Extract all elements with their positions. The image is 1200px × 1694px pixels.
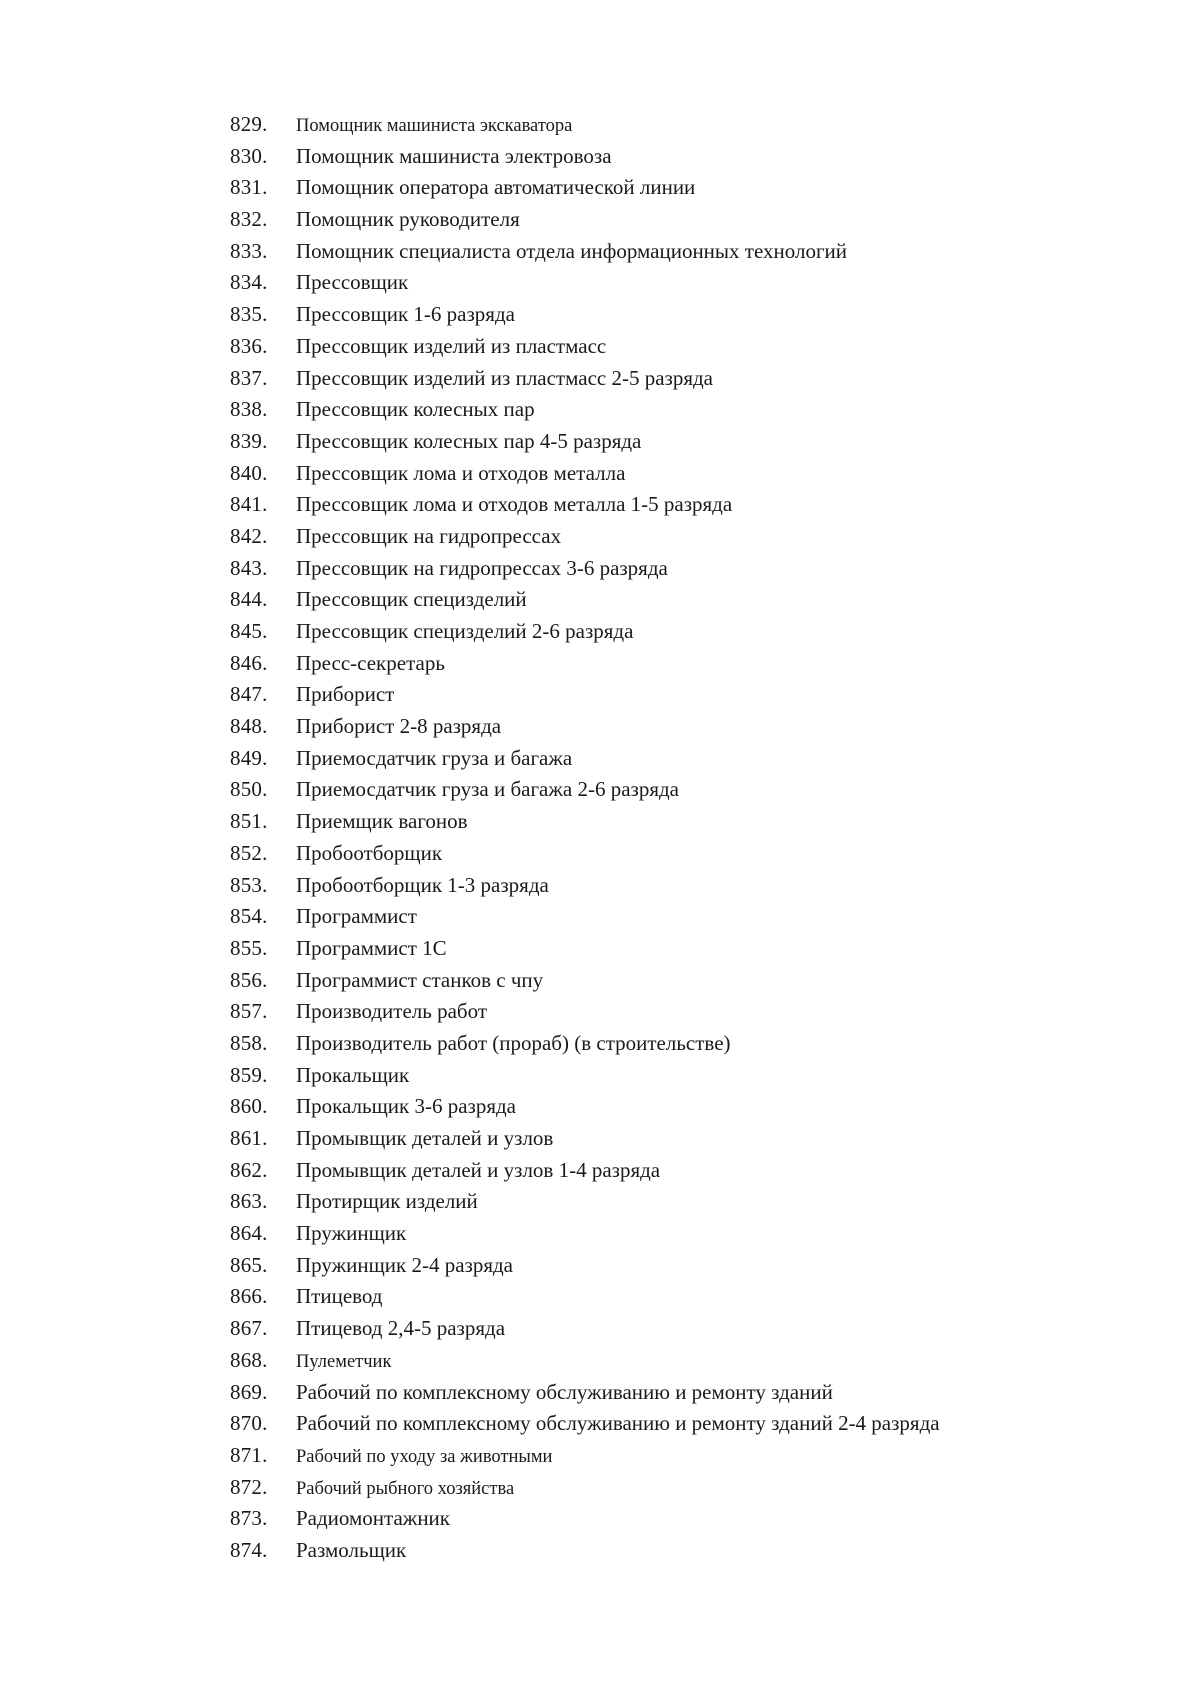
item-text: Пулеметчик <box>296 1351 392 1372</box>
item-number: 837. <box>230 365 268 390</box>
list-item <box>230 714 940 746</box>
item-text: Приборист <box>296 682 395 707</box>
item-text: Помощник руководителя <box>296 207 520 232</box>
list-item <box>230 112 940 144</box>
item-number: 866. <box>230 1284 268 1309</box>
item-text: Промывщик деталей и узлов <box>296 1126 554 1150</box>
list-item <box>230 1158 940 1190</box>
item-text: Птицевод 2,4-5 разряда <box>296 1316 506 1341</box>
item-text: Помощник машиниста электровоза <box>296 143 612 168</box>
item-text: Прессовщик специзделий 2-6 разряда <box>296 619 634 643</box>
item-text: Приемосдатчик груза и багажа 2-6 разряда <box>296 777 679 802</box>
item-text: Прокальщик <box>296 1062 410 1087</box>
list-item <box>230 144 940 176</box>
item-text: Пружинщик 2-4 разряда <box>296 1252 513 1277</box>
item-text: Приемщик вагонов <box>296 809 468 834</box>
item-number: 865. <box>230 1252 268 1277</box>
item-text: Прессовщик лома и отходов металла <box>296 460 626 485</box>
item-text: Помощник оператора автоматической линии <box>296 175 696 200</box>
list-item <box>230 1411 940 1443</box>
item-text: Пресс-секретарь <box>296 650 445 675</box>
item-number: 855. <box>230 935 268 960</box>
item-number: 864. <box>230 1221 268 1246</box>
item-number: 844. <box>230 587 268 612</box>
item-number: 854. <box>230 904 268 929</box>
item-text: Рабочий по уходу за животными <box>296 1446 553 1467</box>
list-item <box>230 841 940 873</box>
list-item <box>230 1475 940 1507</box>
list-item <box>230 968 940 1000</box>
list-item <box>230 1380 940 1412</box>
list-item <box>230 873 940 905</box>
list-item <box>230 1221 940 1253</box>
item-number: 831. <box>230 175 268 200</box>
item-number: 832. <box>230 207 268 232</box>
item-text: Прессовщик колесных пар <box>296 397 535 422</box>
item-text: Помощник машиниста экскаватора <box>296 116 573 136</box>
list-item <box>230 1253 940 1285</box>
item-text: Прессовщик специзделий <box>296 587 527 612</box>
item-number: 846. <box>230 650 268 675</box>
list-item <box>230 556 940 588</box>
list-item <box>230 1284 940 1316</box>
item-number: 839. <box>230 428 268 453</box>
list-item <box>230 524 940 556</box>
list-item <box>230 1316 940 1348</box>
item-number: 870. <box>230 1411 268 1436</box>
list-item <box>230 1506 940 1538</box>
item-text: Прокальщик 3-6 разряда <box>296 1094 516 1119</box>
item-number: 868. <box>230 1347 268 1372</box>
item-number: 860. <box>230 1094 268 1119</box>
list-item <box>230 936 940 968</box>
list-item <box>230 651 940 683</box>
item-number: 849. <box>230 745 268 770</box>
list-item <box>230 777 940 809</box>
item-number: 852. <box>230 840 268 865</box>
item-text: Приемосдатчик груза и багажа <box>296 745 573 770</box>
list-item <box>230 1348 940 1380</box>
item-number: 833. <box>230 238 268 263</box>
item-number: 873. <box>230 1506 268 1531</box>
item-text: Программист <box>296 904 417 929</box>
list-item <box>230 270 940 302</box>
list-item <box>230 999 940 1031</box>
item-number: 848. <box>230 714 268 739</box>
item-number: 857. <box>230 999 268 1024</box>
item-number: 835. <box>230 302 268 327</box>
item-number: 861. <box>230 1126 268 1150</box>
item-number: 853. <box>230 872 268 897</box>
list-item <box>230 302 940 334</box>
list-item <box>230 1063 940 1095</box>
item-text: Прессовщик изделий из пластмасс <box>296 333 607 358</box>
list-item <box>230 429 940 461</box>
list-item <box>230 334 940 366</box>
item-text: Прессовщик <box>296 270 409 295</box>
list-item <box>230 492 940 524</box>
item-text: Прессовщик изделий из пластмасс 2-5 разряда <box>296 365 713 390</box>
item-text: Приборист 2-8 разряда <box>296 714 502 739</box>
item-text: Производитель работ <box>296 999 487 1024</box>
item-number: 838. <box>230 397 268 422</box>
list-item <box>230 1094 940 1126</box>
item-number: 829. <box>230 112 268 136</box>
item-number: 856. <box>230 967 268 992</box>
list-item <box>230 239 940 271</box>
list-item <box>230 746 940 778</box>
item-number: 834. <box>230 270 268 295</box>
item-text: Радиомонтажник <box>296 1506 450 1531</box>
item-text: Прессовщик 1-6 разряда <box>296 302 515 327</box>
item-number: 863. <box>230 1189 268 1214</box>
item-text: Прессовщик на гидропрессах 3-6 разряда <box>296 555 668 580</box>
item-text: Пробоотборщик 1-3 разряда <box>296 872 549 897</box>
profession-list <box>230 112 940 1570</box>
item-number: 850. <box>230 777 268 802</box>
item-text: Рабочий по комплексному обслуживанию и ремонту зданий <box>296 1379 833 1404</box>
item-number: 847. <box>230 682 268 707</box>
item-text: Прессовщик колесных пар 4-5 разряда <box>296 428 642 453</box>
item-number: 874. <box>230 1537 268 1562</box>
list-item <box>230 366 940 398</box>
item-number: 869. <box>230 1379 268 1404</box>
list-item <box>230 1031 940 1063</box>
item-number: 859. <box>230 1062 268 1087</box>
item-text: Помощник специалиста отдела информационных технологий <box>296 238 848 263</box>
item-number: 830. <box>230 143 268 168</box>
item-text: Производитель работ (прораб) (в строительстве) <box>296 1030 731 1055</box>
item-number: 845. <box>230 619 268 643</box>
item-text: Программист станков с чпу <box>296 967 544 992</box>
list-item <box>230 904 940 936</box>
list-item <box>230 1538 940 1570</box>
list-item <box>230 207 940 239</box>
item-text: Рабочий по комплексному обслуживанию и ремонту зданий 2-4 разряда <box>296 1411 940 1436</box>
list-item <box>230 397 940 429</box>
list-item <box>230 619 940 651</box>
item-number: 842. <box>230 523 268 548</box>
item-number: 843. <box>230 555 268 580</box>
item-number: 862. <box>230 1157 268 1182</box>
list-item <box>230 1189 940 1221</box>
item-number: 836. <box>230 333 268 358</box>
item-text: Прессовщик лома и отходов металла 1-5 разряда <box>296 492 733 517</box>
item-text: Птицевод <box>296 1284 383 1309</box>
list-item <box>230 175 940 207</box>
item-text: Пружинщик <box>296 1221 407 1246</box>
item-number: 851. <box>230 809 268 834</box>
item-text: Размольщик <box>296 1537 407 1562</box>
item-text: Рабочий рыбного хозяйства <box>296 1478 515 1499</box>
list-item <box>230 1126 940 1158</box>
item-number: 840. <box>230 460 268 485</box>
item-number: 841. <box>230 492 268 517</box>
item-number: 872. <box>230 1474 268 1499</box>
item-text: Пробоотборщик <box>296 840 443 865</box>
item-number: 858. <box>230 1030 268 1055</box>
item-number: 867. <box>230 1316 268 1341</box>
item-text: Прессовщик на гидропрессах <box>296 523 562 548</box>
list-item <box>230 587 940 619</box>
list-item <box>230 682 940 714</box>
item-text: Протирщик изделий <box>296 1189 478 1214</box>
item-number: 871. <box>230 1442 268 1467</box>
list-item <box>230 809 940 841</box>
list-item <box>230 1443 940 1475</box>
item-text: Программист 1С <box>296 935 447 960</box>
item-text: Промывщик деталей и узлов 1-4 разряда <box>296 1157 661 1182</box>
list-item <box>230 461 940 493</box>
